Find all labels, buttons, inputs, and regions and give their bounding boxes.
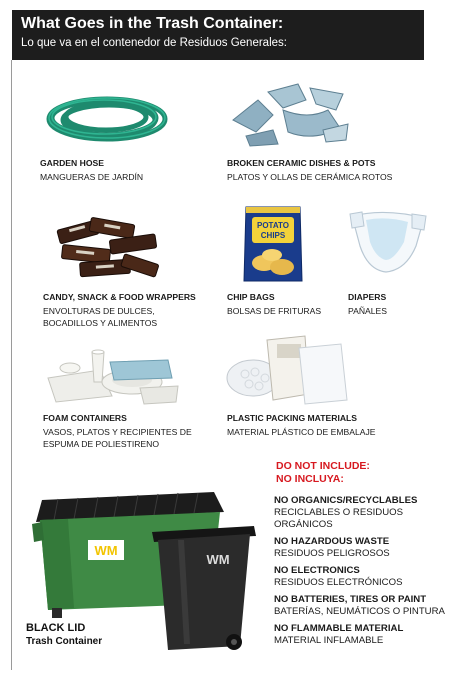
chip-bags-label: CHIP BAGS bbox=[227, 292, 275, 302]
exclusion-hazardous-sub: RESIDUOS PELIGROSOS bbox=[274, 548, 390, 559]
dumpster-logo: WM bbox=[94, 543, 118, 558]
plastic-packing-image bbox=[225, 334, 350, 406]
exclusion-batteries-sub: BATERÍAS, NEUMÁTICOS O PINTURA bbox=[274, 606, 445, 617]
diapers-sub: PAÑALES bbox=[348, 306, 388, 316]
chip-bag-text-2: CHIPS bbox=[260, 231, 286, 240]
chip-bag-text-1: POTATO bbox=[257, 221, 289, 230]
wrappers-label: CANDY, SNACK & FOOD WRAPPERS bbox=[43, 292, 196, 302]
header-banner bbox=[12, 10, 424, 60]
chip-bags-sub: BOLSAS DE FRITURAS bbox=[227, 306, 322, 316]
trash-container-label: Trash Container bbox=[26, 636, 103, 647]
garden-hose-label: GARDEN HOSE bbox=[40, 158, 104, 168]
plastic-sub: MATERIAL PLÁSTICO DE EMBALAJE bbox=[227, 427, 376, 437]
cart-logo: WM bbox=[206, 552, 230, 567]
exclusion-organics-label: NO ORGANICS/RECYCLABLES bbox=[274, 495, 418, 506]
page-title: What Goes in the Trash Container: bbox=[21, 15, 284, 32]
exclusion-flammable-sub: MATERIAL INFLAMABLE bbox=[274, 635, 384, 646]
ceramics-sub: PLATOS Y OLLAS DE CERÁMICA ROTOS bbox=[227, 172, 393, 182]
wrappers-sub-2: BOCADILLOS Y ALIMENTOS bbox=[43, 318, 158, 328]
no-incluya-heading: NO INCLUYA: bbox=[276, 473, 344, 485]
black-lid-cart bbox=[152, 526, 256, 650]
exclusion-hazardous-label: NO HAZARDOUS WASTE bbox=[274, 536, 390, 547]
do-not-include-heading: DO NOT INCLUDE: bbox=[276, 460, 370, 472]
black-lid-label: BLACK LID bbox=[26, 622, 86, 634]
foam-containers-image bbox=[40, 338, 180, 406]
garden-hose-image bbox=[42, 85, 172, 150]
diapers-label: DIAPERS bbox=[348, 292, 387, 302]
exclusion-organics-sub-2: ORGÁNICOS bbox=[274, 519, 333, 530]
diaper-image bbox=[346, 206, 430, 278]
wrappers-sub-1: ENVOLTURAS DE DULCES, bbox=[43, 306, 155, 316]
chip-bag-image bbox=[242, 203, 304, 285]
exclusion-electronics-sub: RESIDUOS ELECTRÓNICOS bbox=[274, 577, 403, 588]
foam-sub-2: ESPUMA DE POLIESTIRENO bbox=[43, 439, 160, 449]
left-rule bbox=[11, 60, 12, 670]
broken-ceramics-image bbox=[228, 80, 353, 150]
page-subtitle: Lo que va en el contenedor de Residuos Generales: bbox=[21, 37, 287, 49]
foam-sub-1: VASOS, PLATOS Y RECIPIENTES DE bbox=[43, 427, 192, 437]
exclusion-electronics-label: NO ELECTRONICS bbox=[274, 565, 360, 576]
exclusion-organics-sub-1: RECICLABLES O RESIDUOS bbox=[274, 507, 404, 518]
exclusion-flammable-label: NO FLAMMABLE MATERIAL bbox=[274, 623, 404, 634]
garden-hose-sub: MANGUERAS DE JARDÍN bbox=[40, 172, 144, 182]
exclusion-batteries-label: NO BATTERIES, TIRES OR PAINT bbox=[274, 594, 427, 605]
ceramics-label: BROKEN CERAMIC DISHES & POTS bbox=[227, 158, 376, 168]
foam-label: FOAM CONTAINERS bbox=[43, 413, 127, 423]
plastic-label: PLASTIC PACKING MATERIALS bbox=[227, 413, 358, 423]
candy-wrappers-image bbox=[50, 215, 165, 285]
